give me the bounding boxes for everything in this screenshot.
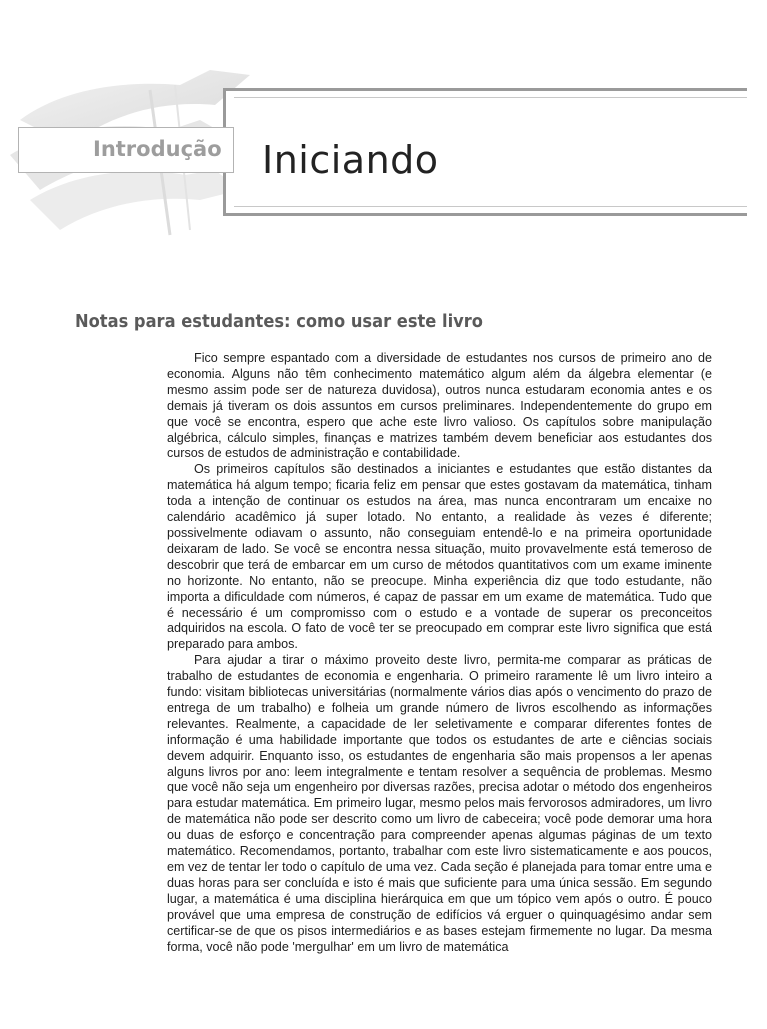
- paragraph: Para ajudar a tirar o máximo proveito deste livro, permita-me comparar as práticas de trabalho de estudantes de economia e engenharia. O primeiro raramente lê um livro inteiro a fundo: visitam bibliotecas universitárias (normalmente vários dias após o vencimento do prazo de entrega de um trabalho) e folheia um grande número de livros escolhendo as informações relevantes. Realmente, a capacidade de ler seletivamente e comparar diferentes fontes de informação é uma habilidade importante que todos os estudantes de arte e ciências sociais devem adquirir. Enquanto isso, os estudantes de engenharia são mais propensos a ler apenas alguns livros por ano: leem integralmente e tentam resolver a sequência de problemas. Mesmo que você não seja um engenheiro por diversas razões, precisa adotar o método dos engenheiros para estudar matemática. Em primeiro lugar, mesmo pelos mais fervorosos admiradores, um livro de matemática não pode ser descrito como um livro de cabeceira; você pode demorar uma hora ou duas de esforço e concentração para compreender apenas algumas páginas de um texto matemático. Recomendamos, portanto, trabalhar com este livro sistematicamente e aos poucos, em vez de tentar ler todo o capítulo de uma vez. Cada seção é planejada para tomar entre uma e duas horas para ser concluída e isto é mais que suficiente para uma única sessão. Em segundo lugar, a matemática é uma disciplina hierárquica em que um tópico vem após o outro. É pouco provável que uma empresa de construção de edifícios vá erguer o quinquagésimo andar sem certificar-se de que os pisos intermediários e as bases estejam firmemente no lugar. Da mesma forma, você não pode 'mergulhar' em um livro de matemática: [167, 653, 712, 954]
- frame-inner-line-top: [234, 97, 747, 98]
- section-heading: Notas para estudantes: como usar este livro: [75, 312, 483, 332]
- chapter-title: Iniciando: [262, 138, 439, 182]
- part-label-box: [18, 127, 234, 173]
- frame-inner-line-bottom: [234, 206, 747, 207]
- paragraph: Fico sempre espantado com a diversidade de estudantes nos cursos de primeiro ano de economia. Alguns não têm conhecimento matemático algum além da álgebra elementar (e mesmo assim pode ser de natureza duvidosa), outros nunca estudaram economia antes e os demais já tiveram os dois assuntos em cursos preliminares. Independentemente do grupo em que você se encontra, espero que ache este livro valioso. Os capítulos sobre manipulação algébrica, cálculo simples, finanças e matrizes também devem beneficiar aos estudantes dos cursos de estudos de administração e contabilidade.: [167, 351, 712, 461]
- part-label: Introdução: [93, 137, 222, 161]
- paragraph: Os primeiros capítulos são destinados a iniciantes e estudantes que estão distantes da matemática há algum tempo; ficaria feliz em pensar que estes gostavam da matemática, tinham toda a intenção de continuar os estudos na área, mas nunca encontraram um encaixe no calendário acadêmico já super lotado. No entanto, a realidade às vezes é diferente; possivelmente odiavam o assunto, não conseguiam entendê-lo e na primeira oportunidade deixaram de lado. Se você se encontra nessa situação, muito provavelmente está temeroso de descobrir que terá de embarcar em um curso de métodos quantitativos com um exame iminente no horizonte. No entanto, não se preocupe. Minha experiência diz que todo estudante, não importa a dificuldade com números, é capaz de passar em um exame de matemática. Tudo que é necessário é um compromisso com o estudo e a vontade de superar os preconceitos adquiridos na escola. O fato de você ter se preocupado em comprar este livro significa que está preparado para ambos.: [167, 462, 712, 652]
- body-text: [167, 351, 712, 955]
